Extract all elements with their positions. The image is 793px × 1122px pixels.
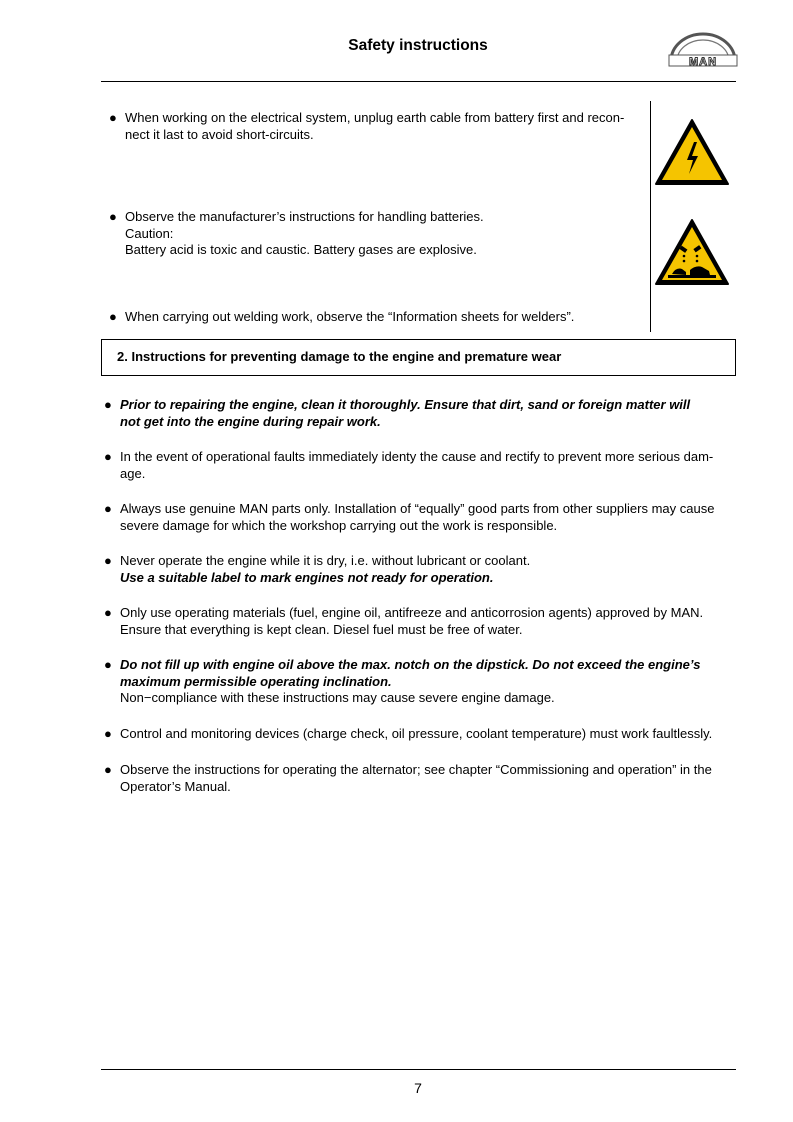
bullet: ●	[109, 309, 117, 324]
bullet: ●	[104, 657, 112, 672]
bullet: ●	[104, 762, 112, 777]
bullet: ●	[104, 726, 112, 741]
list-item-engine-oil: ● Do not fill up with engine oil above the max. notch on the dipstick. Do not exceed the engine’s maximum permissible operating inclination. Non−compliance with these instructions may cause severe engine damage.	[104, 657, 701, 705]
svg-text:MAN: MAN	[688, 56, 718, 68]
list-item-operational-faults: ● In the event of operational faults immediately identy the cause and rectify to prevent more serious dam- age.	[104, 449, 714, 481]
page-title: Safety instructions	[348, 37, 488, 54]
list-item-welding: ● When carrying out welding work, observe the “Information sheets for welders”.	[109, 309, 575, 324]
bullet: ●	[109, 209, 117, 224]
list-item-batteries: ● Observe the manufacturer’s instructions for handling batteries. Caution: Battery acid is toxic and caustic. Battery gases are explosive.	[109, 209, 484, 257]
list-item-operating-materials: ● Only use operating materials (fuel, engine oil, antifreeze and anticorrosion agents) approved by MAN. Ensure that everything is kept clean. Diesel fuel must be free of water.	[104, 605, 704, 637]
man-logo	[668, 28, 738, 68]
list-item-dry-operation: ● Never operate the engine while it is dry, i.e. without lubricant or coolant. Use a suitable label to mark engines not ready for operation.	[104, 553, 531, 585]
high-voltage-warning-icon	[654, 118, 730, 186]
section-title: 2. Instructions for preventing damage to the engine and premature wear	[117, 349, 562, 364]
page-number: 7	[414, 1080, 422, 1096]
bullet: ●	[104, 397, 112, 412]
bullet: ●	[109, 110, 117, 125]
bullet: ●	[104, 449, 112, 464]
list-item-electrical: ● When working on the electrical system, unplug earth cable from battery first and recon- nect it last to avoid short-circuits.	[109, 110, 625, 142]
bullet: ●	[104, 553, 112, 568]
side-divider	[650, 101, 651, 332]
corrosive-warning-icon	[654, 218, 730, 286]
list-item-clean-engine: ● Prior to repairing the engine, clean it thoroughly. Ensure that dirt, sand or foreign matter will not get into the engine during repair work.	[104, 397, 691, 429]
footer-rule	[101, 1069, 736, 1070]
list-item-monitoring-devices: ● Control and monitoring devices (charge check, oil pressure, coolant temperature) must work faultlessly.	[104, 726, 713, 741]
bullet: ●	[104, 605, 112, 620]
header-rule	[101, 81, 736, 82]
list-item-genuine-parts: ● Always use genuine MAN parts only. Installation of “equally” good parts from other suppliers may cause severe damage for which the workshop carrying out the work is responsible.	[104, 501, 715, 533]
section-heading-box	[101, 339, 736, 376]
bullet: ●	[104, 501, 112, 516]
list-item-alternator: ● Observe the instructions for operating the alternator; see chapter “Commissioning and operation” in the Operator’s Manual.	[104, 762, 712, 794]
